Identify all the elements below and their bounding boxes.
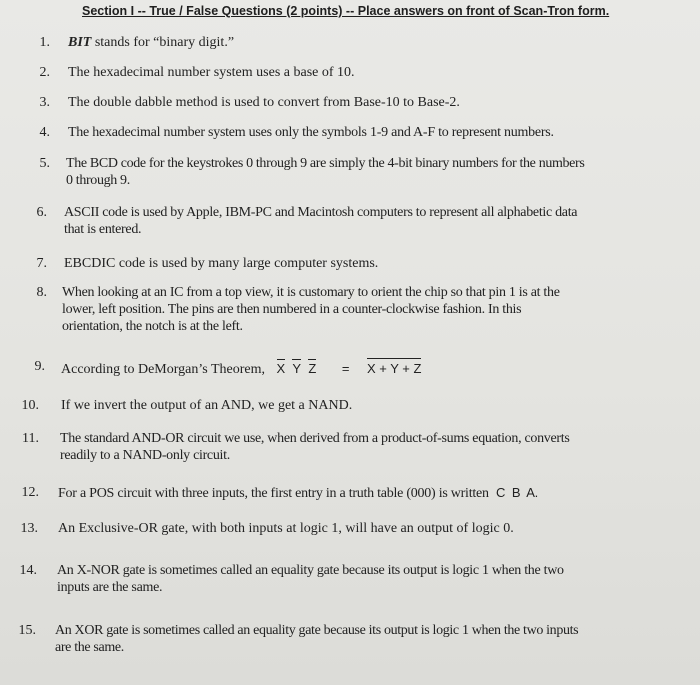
cba-notation: C B A. (495, 485, 539, 500)
question-text-line: An XOR gate is sometimes called an equality gate because its output is logic 1 when the two inputs (55, 623, 579, 638)
question-number: 8. (36, 285, 47, 300)
question-text-line: The BCD code for the keystrokes 0 through 9 are simply the 4-bit binary numbers for the numbers (66, 156, 585, 171)
question-number: 15. (18, 623, 36, 638)
question-number: 3. (39, 95, 50, 110)
question-number: 10. (21, 398, 39, 413)
question-number: 13. (20, 521, 38, 536)
question-text: For a POS circuit with three inputs, the first entry in a truth table (000) is written (58, 486, 489, 501)
equals-sign: = (341, 361, 350, 376)
question-number: 4. (39, 125, 50, 140)
question-number: 11. (22, 431, 39, 446)
complement-x: X (277, 358, 286, 377)
question-text-line: When looking at an IC from a top view, it is customary to orient the chip so that pin 1 is at the (62, 285, 560, 300)
question-text: The hexadecimal number system uses only the symbols 1-9 and A-F to represent numbers. (68, 125, 554, 140)
question-text: The hexadecimal number system uses a base of 10. (68, 65, 355, 80)
question-text: According to DeMorgan’s Theorem, (61, 362, 265, 377)
question-text-line: 0 through 9. (66, 173, 130, 188)
question-text: The double dabble method is used to convert from Base-10 to Base-2. (68, 95, 460, 110)
question-text: An Exclusive-OR gate, with both inputs at logic 1, will have an output of logic 0. (58, 521, 514, 536)
question-text-line: are the same. (55, 640, 124, 655)
question-text-line: ASCII code is used by Apple, IBM-PC and Macintosh computers to represent all alphabetic data (64, 205, 578, 220)
question-text-line: that is entered. (64, 222, 142, 237)
question-text: stands for “binary digit.” (91, 35, 235, 50)
question-text-line: An X-NOR gate is sometimes called an equality gate because its output is logic 1 when the two (57, 563, 564, 578)
question-number: 9. (34, 359, 45, 374)
question-text: If we invert the output of an AND, we get a NAND. (61, 398, 353, 413)
question-text: EBCDIC code is used by many large computer systems. (64, 256, 379, 271)
question-number: 5. (39, 156, 50, 171)
question-text-line: The standard AND-OR circuit we use, when derived from a product-of-sums equation, converts (60, 431, 570, 446)
question-number: 12. (21, 485, 39, 500)
question-text-line: inputs are the same. (57, 580, 163, 595)
complement-z: Z (308, 358, 316, 377)
question-number: 2. (39, 65, 50, 80)
demorgan-rhs: X + Y + Z (367, 358, 421, 377)
question-text-line: readily to a NAND-only circuit. (60, 448, 230, 463)
bit-term: BIT (68, 35, 92, 50)
section-header: Section I -- True / False Questions (2 points) -- Place answers on front of Scan-Tron form. (82, 4, 610, 18)
question-number: 7. (36, 256, 47, 271)
question-number: 1. (39, 35, 50, 50)
demorgan-lhs (277, 361, 320, 376)
complement-y: Y (292, 358, 301, 377)
question-text-line: orientation, the notch is at the left. (62, 319, 243, 334)
question-number: 14. (19, 563, 37, 578)
question-text-line: lower, left position. The pins are then numbered in a counter-clockwise fashion. In this (62, 302, 522, 317)
question-number: 6. (36, 205, 47, 220)
